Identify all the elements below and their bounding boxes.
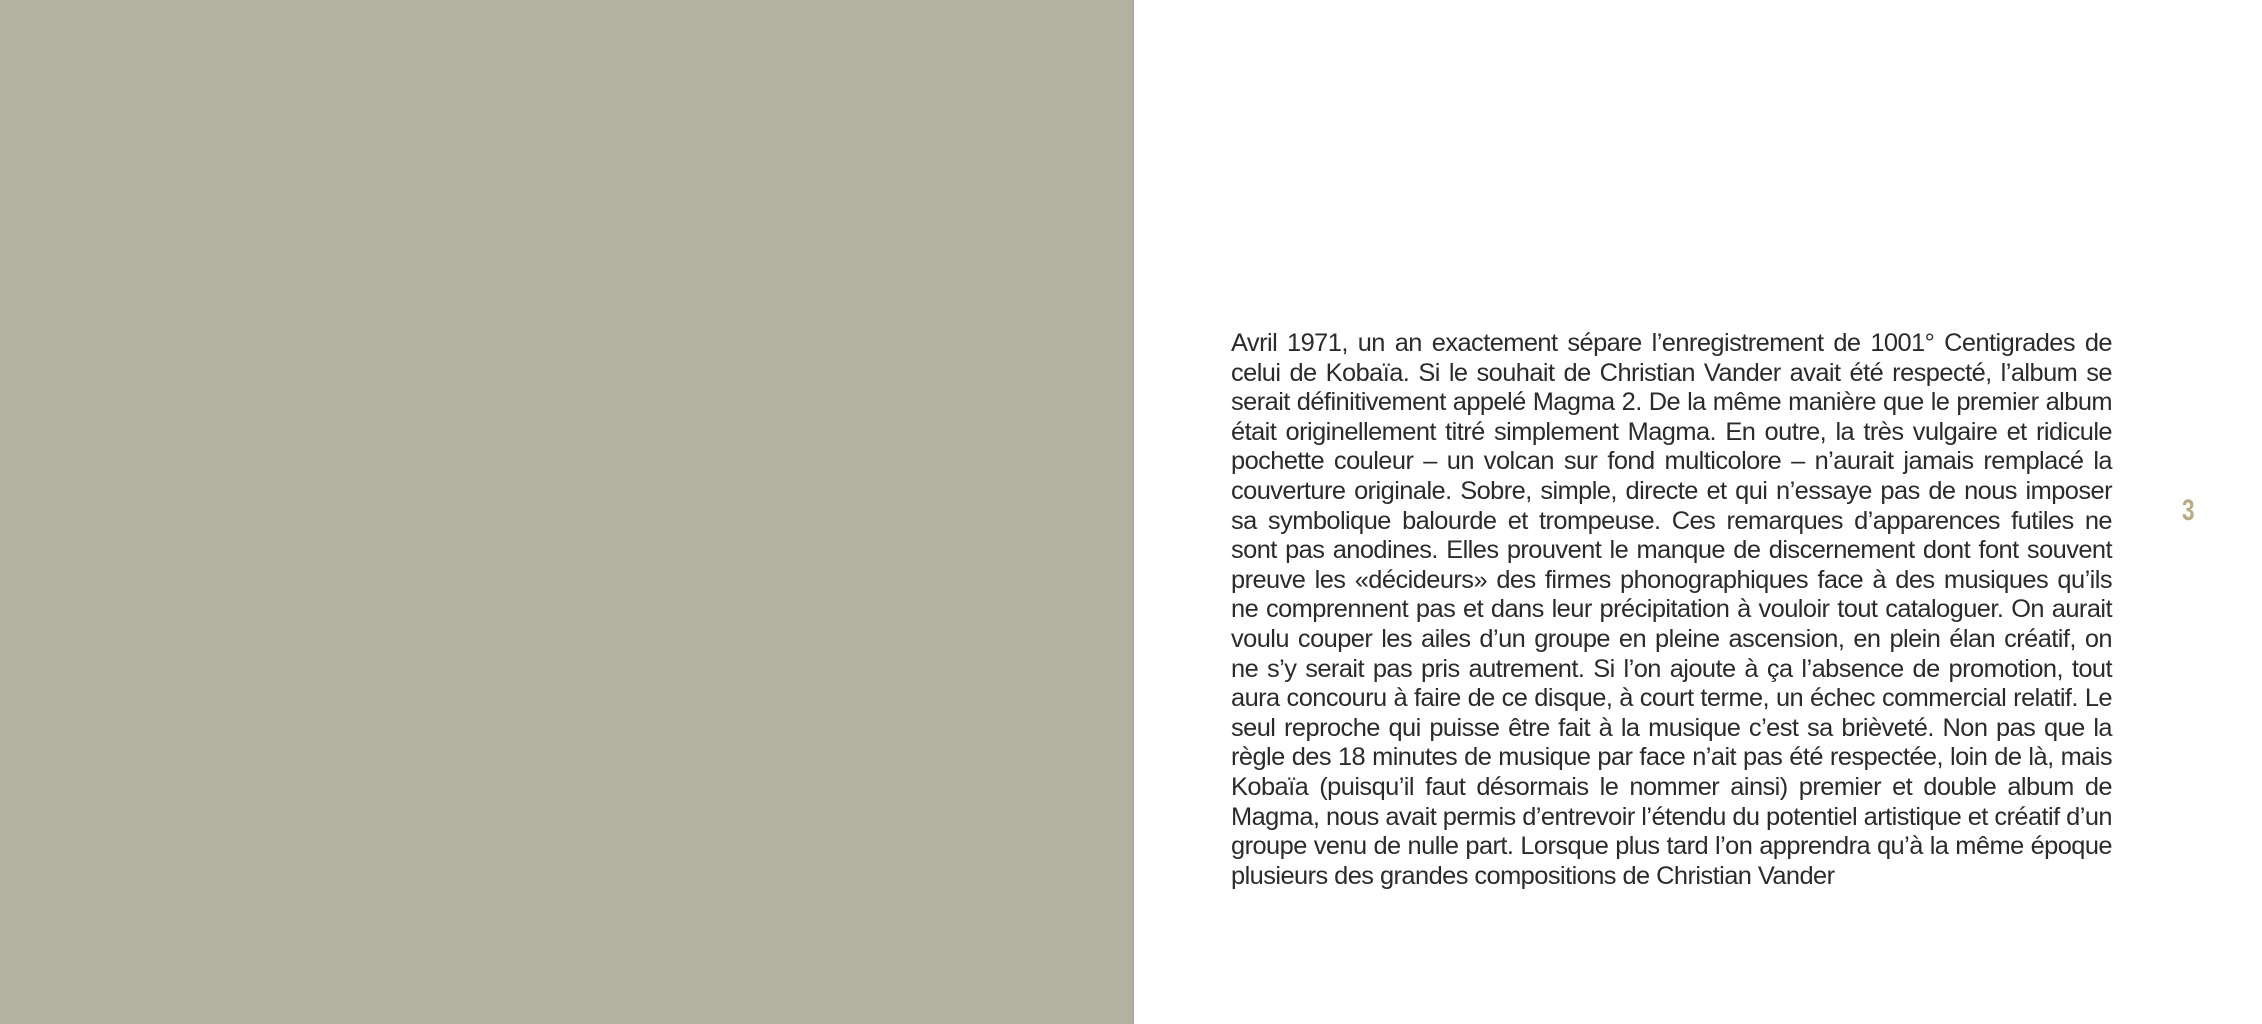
body-text: Avril 1971, un an exactement sépare l’enregistrement de 1001° Centigrades de celui de Kobaïa. Si le souhait de Christian Vander avait été respecté, l’album se serait définitivement appelé Magma 2. De la même manière que le premier album était originellement titré simplement Magma. En outre, la très vulgaire et ridicule pochette couleur – un volcan sur fond multicolore – n’aurait jamais remplacé la couverture originale. Sobre, simple, directe et qui n’essaye pas de nous imposer sa symbolique balourde et trompeuse. Ces remarques d’apparences futiles ne sont pas anodines. Elles prouvent le manque de discernement dont font souvent preuve les «décideurs» des firmes phonographiques face à des musiques qu’ils ne comprennent pas et dans leur précipitation à vouloir tout cataloguer. On aurait voulu couper les ailes d’un groupe en pleine ascension, en plein élan créatif, on ne s’y serait pas pris autrement. Si l’on ajoute à ça l’absence de promotion, tout aura concouru à faire de ce disque, à court terme, un échec commercial relatif. Le seul reproche qui puisse être fait à la musique c’est sa brièveté. Non pas que la règle des 18 minutes de musique par face n’ait pas été respectée, loin de là, mais Kobaïa (puisqu’il faut désormais le nommer ainsi) premier et double album de Magma, nous avait permis d’entrevoir l’étendu du potentiel artistique et créatif d’un groupe venu de nulle part. Lorsque plus tard l’on apprendra qu’à la même époque plusieurs des grandes compositions de Christian Vander — [1231, 329, 2112, 890]
page-number: 3 — [2182, 494, 2195, 527]
right-page — [1134, 0, 2262, 1024]
